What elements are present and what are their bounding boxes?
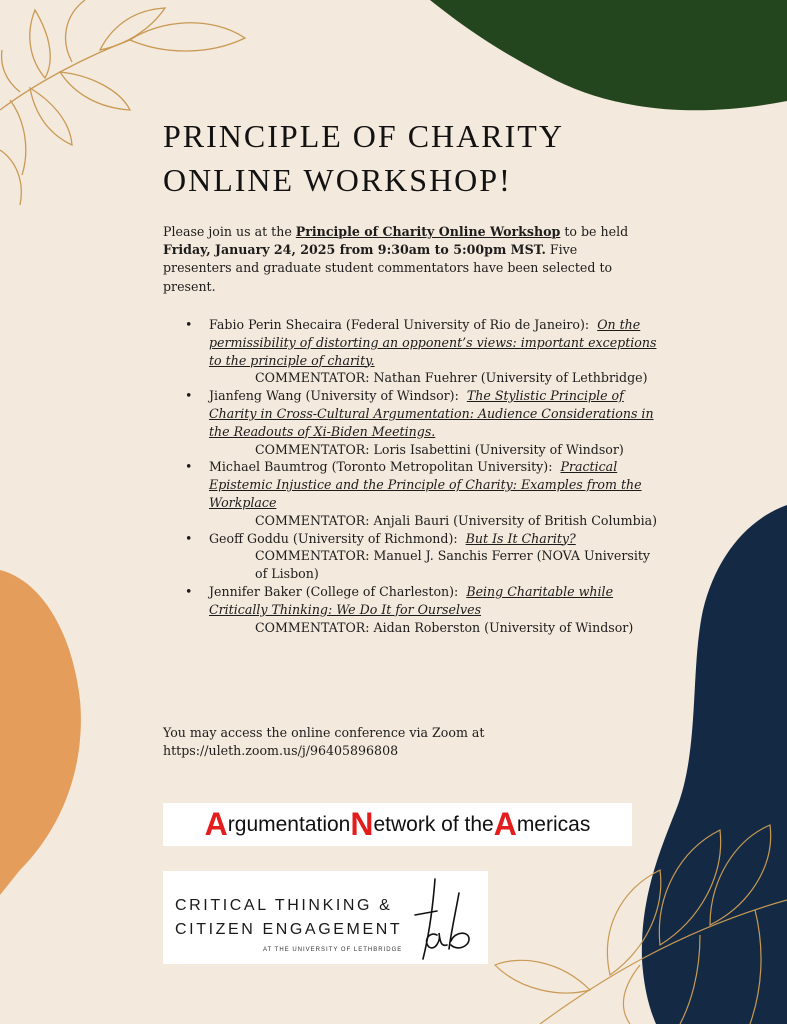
- workshop-link[interactable]: Principle of Charity Online Workshop: [295, 224, 561, 239]
- commentator: COMMENTATOR: Anjali Bauri (University of British Columbia): [255, 512, 658, 528]
- logo-word: etwork of the: [373, 812, 494, 836]
- talk-title: The Stylistic Principle of Charity in Cross-Cultural Argumentation: Audience Considerations in the Readouts of Xi-Biden Meetings.: [209, 388, 654, 439]
- logo-line-3: AT THE UNIVERSITY OF LETHBRIDGE: [263, 947, 403, 953]
- title-line-1: PRINCIPLE OF CHARITY: [163, 118, 564, 154]
- list-item: [163, 316, 663, 387]
- list-item: [163, 458, 663, 529]
- talk-title: Practical Epistemic Injustice and the Principle of Charity: Examples from the Workplace: [209, 459, 642, 510]
- list-item: [163, 583, 663, 636]
- logo-word: rgumentation: [227, 812, 351, 836]
- list-item: [163, 387, 663, 458]
- talk-title: But Is It Charity?: [465, 530, 576, 546]
- title-line-2: ONLINE WORKSHOP!: [163, 162, 512, 198]
- logo-word: mericas: [516, 812, 591, 836]
- event-date: Friday, January 24, 2025 from 9:30am to 5:00pm MST.: [163, 242, 546, 258]
- critical-thinking-lab-logo: [163, 871, 488, 964]
- presenter-list: [163, 316, 663, 636]
- logo-letter-a: A: [493, 806, 517, 842]
- bullet-icon: •: [185, 317, 193, 332]
- presenter-name: Jennifer Baker (College of Charleston):: [209, 583, 459, 599]
- logo-line-2: CITIZEN ENGAGEMENT: [175, 921, 403, 938]
- talk-title: Being Charitable while Critically Thinking: We Do It for Ourselves: [209, 583, 614, 617]
- intro-rest: Five presenters and graduate student commentators have been selected to present.: [163, 242, 613, 294]
- intro-pre: Please join us at the: [163, 224, 296, 239]
- commentator: COMMENTATOR: Aidan Roberston (University of Windsor): [255, 619, 634, 635]
- presenter-name: Fabio Perin Shecaira (Federal University of Rio de Janeiro):: [209, 317, 590, 332]
- presenter-name: Geoff Goddu (University of Richmond):: [209, 530, 458, 546]
- navy-blob: [642, 505, 787, 1024]
- intro-paragraph: [163, 223, 643, 296]
- presenter-name: Michael Baumtrog (Toronto Metropolitan University):: [209, 459, 553, 475]
- logo-line-1: CRITICAL THINKING &: [175, 897, 393, 914]
- bullet-icon: •: [185, 583, 193, 599]
- bullet-icon: •: [185, 530, 193, 546]
- orange-blob: [0, 570, 81, 895]
- commentator: COMMENTATOR: Nathan Fuehrer (University of Lethbridge): [255, 370, 648, 386]
- logo-letter-n: N: [350, 806, 374, 842]
- lab-script-icon: [413, 875, 483, 963]
- presenter-name: Jianfeng Wang (University of Windsor):: [209, 388, 459, 404]
- argumentation-network-logo: [163, 803, 632, 846]
- intro-post: to be held: [560, 224, 629, 239]
- page-title: [163, 114, 564, 202]
- list-item: [163, 530, 663, 583]
- green-blob: [430, 0, 787, 110]
- commentator: COMMENTATOR: Loris Isabettini (University of Windsor): [255, 441, 624, 457]
- zoom-text: You may access the online conference via Zoom at: [163, 725, 485, 740]
- logo-letter-a: A: [204, 806, 228, 842]
- commentator: COMMENTATOR: Manuel J. Sanchis Ferrer (NOVA University of Lisbon): [255, 548, 651, 582]
- bullet-icon: •: [185, 388, 193, 404]
- talk-title: On the permissibility of distorting an opponent’s views: important exceptions to the principle of charity.: [209, 317, 657, 368]
- zoom-url-link[interactable]: https://uleth.zoom.us/j/96405896808: [163, 743, 399, 759]
- bullet-icon: •: [185, 459, 193, 475]
- zoom-info: [163, 724, 583, 760]
